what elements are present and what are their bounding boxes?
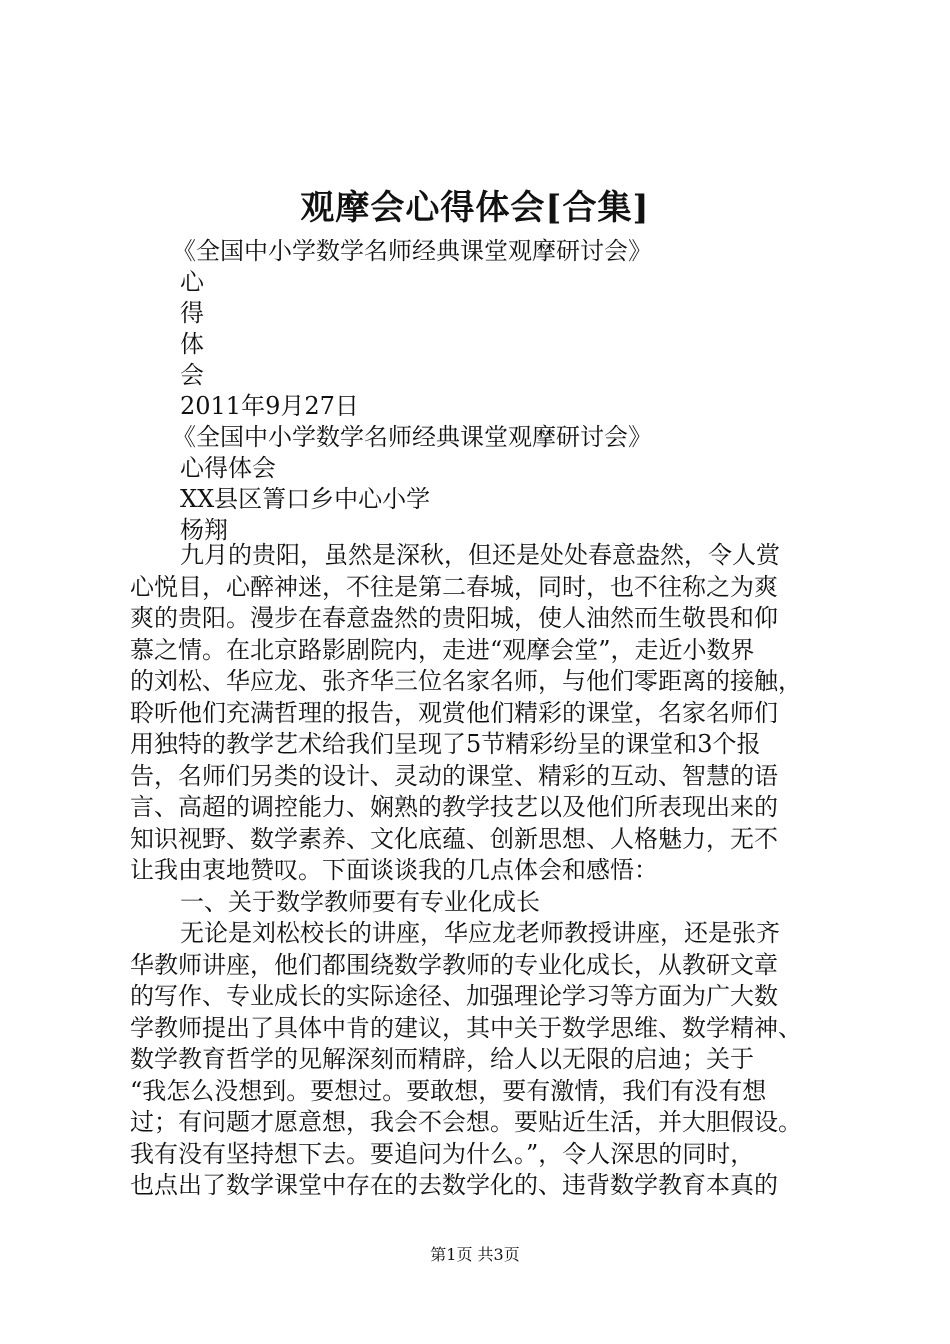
paragraph-line: 让我由衷地赞叹。下面谈谈我的几点体会和感悟： xyxy=(130,856,658,884)
paragraph-1 xyxy=(130,540,830,887)
paragraph-2 xyxy=(130,918,830,1202)
paragraph-line: 慕之情。在北京路影剧院内，走进“观摩会堂”，走近小数界 xyxy=(130,635,755,664)
paragraph-line: 知识视野、数学素养、文化底蕴、创新思想、人格魅力，无不 xyxy=(130,824,778,853)
paragraph-line: 九月的贵阳，虽然是深秋，但还是处处春意盎然，令人赏 xyxy=(180,541,780,569)
paragraph-line: 也点出了数学课堂中存在的去数学化的、违背数学教育本真的 xyxy=(130,1171,778,1199)
header-line: 心得体会 xyxy=(180,454,276,482)
paragraph-line: 的刘松、华应龙、张齐华三位名家名师，与他们零距离的接触， xyxy=(130,667,802,695)
header-line: 心 xyxy=(180,268,204,296)
paragraph-line: 无论是刘松校长的讲座，华应龙老师教授讲座，还是张齐 xyxy=(180,919,780,947)
document-title: 观摩会心得体会[合集] xyxy=(300,188,650,228)
page-number-footer: 第1页 共3页 xyxy=(430,1245,520,1264)
paragraph-line: “我怎么没想到。要想过。要敢想，要有激情，我们有没有想 xyxy=(130,1076,767,1105)
paragraph-line: 数学教育哲学的见解深刻而精辟，给人以无限的启迪；关于 xyxy=(130,1045,754,1073)
paragraph-line: 用独特的教学艺术给我们呈现了5节精彩纷呈的课堂和3个报 xyxy=(130,730,761,758)
header-line: 得 xyxy=(180,299,204,327)
paragraph-line: 言、高超的调控能力、娴熟的教学技艺以及他们所表现出来的 xyxy=(130,793,778,821)
header-line: 体 xyxy=(180,330,204,358)
paragraph-line: 的写作、专业成长的实际途径、加强理论学习等方面为广大数 xyxy=(130,982,778,1010)
header-author: 杨翔 xyxy=(180,516,228,544)
header-line: 会 xyxy=(180,361,204,389)
paragraph-line: 我有没有坚持想下去。要追问为什么。”，令人深思的同时， xyxy=(130,1139,755,1168)
paragraph-line: 告，名师们另类的设计、灵动的课堂、精彩的互动、智慧的语 xyxy=(130,761,778,790)
paragraph-line: 爽的贵阳。漫步在春意盎然的贵阳城，使人油然而生敬畏和仰 xyxy=(130,604,778,632)
document-body xyxy=(130,540,830,1202)
header-date: 2011年9月27日 xyxy=(180,392,359,420)
paragraph-line: 学教师提出了具体中肯的建议，其中关于数学思维、数学精神、 xyxy=(130,1013,802,1042)
paragraph-line: 聆听他们充满哲理的报告，观赏他们精彩的课堂，名家名师们 xyxy=(130,698,778,727)
section-heading: 一、关于数学教师要有专业化成长 xyxy=(180,887,540,916)
header-line: 《全国中小学数学名师经典课堂观摩研讨会》 xyxy=(172,423,652,451)
header-school: XX县区箐口乡中心小学 xyxy=(180,485,431,513)
paragraph-line: 华教师讲座，他们都围绕数学教师的专业化成长，从教研文章 xyxy=(130,950,778,979)
header-line: 《全国中小学数学名师经典课堂观摩研讨会》 xyxy=(172,237,652,265)
paragraph-line: 过；有问题才愿意想，我会不会想。要贴近生活，并大胆假设。 xyxy=(130,1108,802,1136)
paragraph-line: 心悦目，心醉神迷，不往是第二春城，同时，也不往称之为爽 xyxy=(130,572,778,601)
document-header-block xyxy=(172,236,860,546)
